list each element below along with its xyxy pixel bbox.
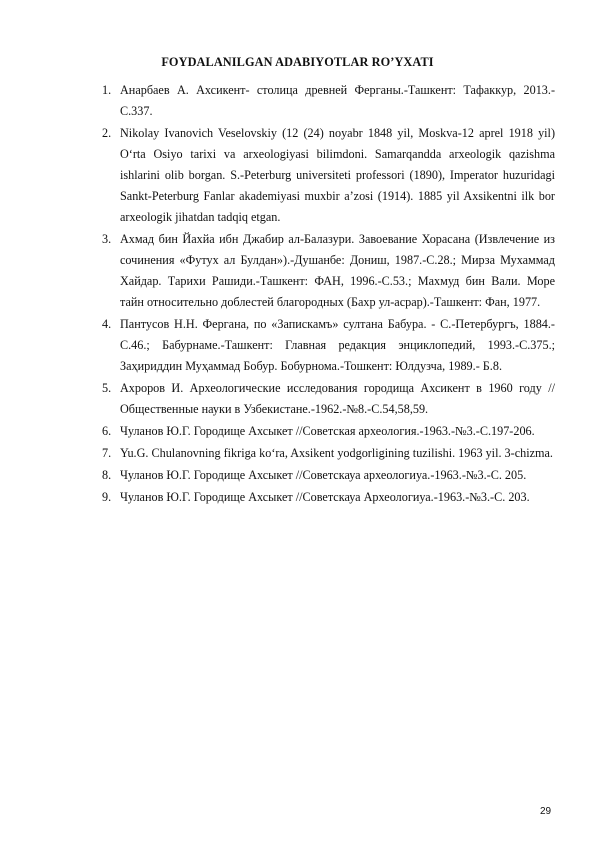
- reference-text: Ахмад бин Йахйа ибн Джабир ал-Балазури. Завоевание Хорасана (Извлечение из сочинения «Футух ал Булдан»).-Душанбе: Дониш, 1987.-С.28.; Мирза Мухаммад Хайдар. Тарихи Рашиди.-Ташкент: ФАН, 1996.-С.53.; Махмуд бин Вали. Море тайн относительно доблестей благородных (Бахр ул-асрар).-Ташкент: Фан, 1977.: [120, 232, 555, 309]
- reference-number: 9.: [102, 490, 112, 504]
- reference-item: [102, 80, 555, 122]
- reference-item: [102, 378, 555, 420]
- reference-list: [102, 80, 555, 509]
- reference-item: [102, 123, 555, 228]
- reference-item: [102, 229, 555, 313]
- reference-number: 5.: [102, 381, 112, 395]
- reference-text: Пантусов Н.Н. Фергана, по «Запискамъ» султана Бабура. - С.-Петербургъ, 1884.- С.46.; Бабурнаме.-Ташкент: Главная редакция энциклопедий, 1993.-С.375.; Заҳириддин Муҳаммад Бобур. Бобурнома.-Тошкент: Юлдузча, 1989.- Б.8.: [120, 317, 555, 373]
- reference-text: Чуланов Ю.Г. Городище Ахсыкет //Советскауа археологиуа.-1963.-№3.-С. 205.: [120, 468, 527, 482]
- reference-number: 4.: [102, 317, 112, 331]
- reference-text: Yu.G. Chulanovning fikriga ko‘ra, Axsikent yodgorligining tuzilishi. 1963 yil. 3-chizma.: [120, 446, 553, 460]
- reference-item: [102, 487, 555, 508]
- reference-text: Анарбаев А. Ахсикент- столица древней Ферганы.-Ташкент: Тафаккур, 2013.- С.337.: [120, 83, 555, 118]
- reference-number: 1.: [102, 83, 112, 97]
- reference-item: [102, 314, 555, 377]
- reference-number: 3.: [102, 232, 112, 246]
- reference-item: [102, 421, 555, 442]
- reference-text: Чуланов Ю.Г. Городище Ахсыкет //Советскауа Археологиуа.-1963.-№3.-С. 203.: [120, 490, 530, 504]
- reference-text: Nikolay Ivanovich Veselovskiy (12 (24) noyabr 1848 yil, Moskva-12 aprel 1918 yil) O‘rta Osiyo tarixi va arxeologiyasi bilimdoni. Samarqandda arxeologik qazishma ishlarini olib borgan. S.-Peterburg universiteti professori (1890), Imperator huzuridagi Sankt-Peterburg Fanlar akademiyasi muxbir a’zosi (1914). 1885 yil Axsikentni ilk bor arxeologik jihatdan tadqiq etgan.: [120, 126, 555, 224]
- reference-number: 8.: [102, 468, 112, 482]
- reference-number: 2.: [102, 126, 112, 140]
- reference-text: Чуланов Ю.Г. Городище Ахсыкет //Советская археология.-1963.-№3.-С.197-206.: [120, 424, 535, 438]
- reference-number: 6.: [102, 424, 112, 438]
- reference-item: [102, 443, 555, 464]
- reference-item: [102, 465, 555, 486]
- page-title: FOYDALANILGAN ADABIYOTLAR RO’YXATI: [161, 55, 434, 69]
- reference-number: 7.: [102, 446, 112, 460]
- page-number: 29: [540, 806, 552, 817]
- reference-text: Ахроров И. Археологические исследования городища Ахсикент в 1960 году //Общественные науки в Узбекистане.-1962.-№8.-С.54,58,59.: [120, 381, 555, 416]
